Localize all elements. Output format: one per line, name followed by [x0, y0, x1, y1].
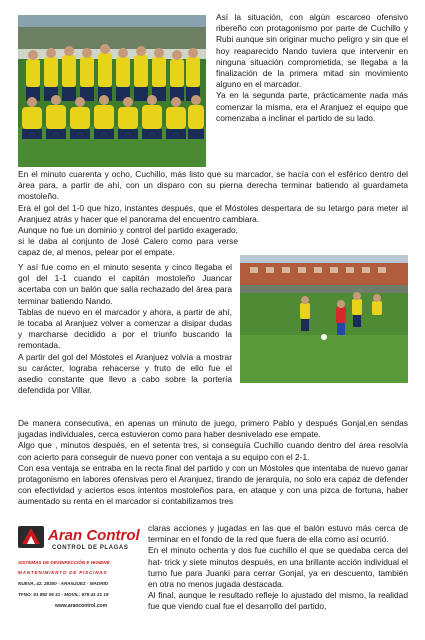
paragraph: Tablas de nuevo en el marcador y ahora, a partir de ahí, le tocaba al Aranjuez volver a comenzar a disipar dudas y marcharse decidido a por el triunfo buscando la remontada. — [18, 306, 232, 351]
paragraph: Y así fue como en el minuto sesenta y cinco llegaba el gol del 1-1 cuando el capitán mostoleño Juancar acertaba con un balón que salía rechazado del área para terminar batiendo Nando. — [18, 262, 232, 306]
ad-line-2: MANTENIMIENTO DE PISCINAS — [18, 570, 108, 575]
paragraph: En el minuto ochenta y dos fue cuchillo el que se quedaba cerca del hat- trick y siete minutos después, en una brillante acción individual el turno fue para Juanki para cerrar Gonjal, ya en descuento, también en otra no menos jugada destacada. — [148, 545, 408, 590]
team-photo-illustration — [18, 15, 206, 167]
article-full-2 — [18, 418, 408, 508]
ad-brand: Aran Control — [48, 527, 140, 544]
paragraph: Al final, aunque le resultado refleje lo ajustado del mismo, la realidad fue que viendo cual fue el desarrollo del partido, — [148, 590, 408, 612]
aran-control-logo — [18, 522, 144, 552]
ad-tagline: CONTROL DE PLAGAS — [52, 545, 129, 551]
article-top-right — [216, 12, 408, 124]
article-mid-left — [18, 262, 232, 396]
match-photo-illustration — [240, 255, 408, 383]
ad-address: NUEVA, 42. 28300 · ARANJUEZ · MADRID — [18, 581, 109, 586]
paragraph: Era el gol del 1-0 que hizo, instantes después, que el Móstoles despertara de su letargo para meter al Aranjuez atrás y hacer que el panorama del encuentro cambiara. — [18, 202, 408, 224]
ad-phones: TFNO: 91 892 08 31 · MOVIL: 679 41 21 19 — [18, 592, 109, 597]
paragraph: Ya en la segunda parte, prácticamente nada más comenzar la misma, era el Aranjuez el equipo que comenzaba a inclinar el partido de su lado. — [216, 90, 408, 123]
paragraph: De manera consecutiva, en apenas un minuto de juego, primero Pablo y después Gonjal,en sendas jugadas individuales, cerca estuvieron como para haber desnivelado ese empate. — [18, 418, 408, 440]
article-full-1 — [18, 169, 408, 259]
paragraph: En el minuto cuarenta y ocho, Cuchillo, más listo que su marcador, se hacía con el esférico dentro del área para, a partir de ahí, con un disparo con su pierna derecha terminar batiendo al guardameta mostoleño. — [18, 169, 408, 202]
ad-url[interactable]: www.arancontrol.com — [54, 603, 108, 609]
team-photo — [18, 15, 206, 167]
paragraph: A partir del gol del Móstoles el Aranjuez volvía a mostrar su carácter, lograba rehacerse y fruto de ello fue el asedio constante que llevo a cabo sobre la portería defendida por Villar. — [18, 351, 232, 396]
match-photo — [240, 255, 408, 383]
paragraph: Con esa ventaja se entraba en la recta final del partido y con un Móstoles que intentaba de nuevo ganar protagonismo en labores ofensivas pero el Aranjuez, tirando de jerarquía, no solo era capaz de defender con efectividad y aciertos esos intentos mostoleños para, en ataque y con una pizca de fortuna, haber aumentado su renta en el marcador si contabilizamos tres — [18, 462, 408, 507]
paragraph: Algo que , minutos después, en el setenta tres, si conseguía Cuchillo cuando dentro del área resolvía con acierto para conseguir de nuevo poner con ventaja a su equipo con el 2-1. — [18, 440, 408, 462]
paragraph: Aunque no fue un dominio y control del partido exagerado, si le daba al conjunto de José Calero como para verse capaz de, al menos, pelear por el empate. — [18, 225, 238, 258]
paragraph: Así la situación, con algún escarceo ofensivo ribereño con protagonismo por parte de Cuchillo y Rubi aunque sin originar mucho peligro y sin que el hoy reaparecido Nando tuviera que intervenir en ninguna situación comprometida, se llegaba a la finalización de la primera mitad sin movimiento alguno en el marcador. — [216, 12, 408, 90]
aran-control-ad — [18, 522, 144, 622]
article-bottom-right — [148, 523, 408, 613]
ad-line-1: SISTEMAS DE DESINFECCIÓN E HIGIENE — [18, 560, 110, 565]
paragraph: claras acciones y jugadas en las que el balón estuvo más cerca de terminar en el fondo de la red que fuera de ella como así ocurrió. — [148, 523, 408, 545]
